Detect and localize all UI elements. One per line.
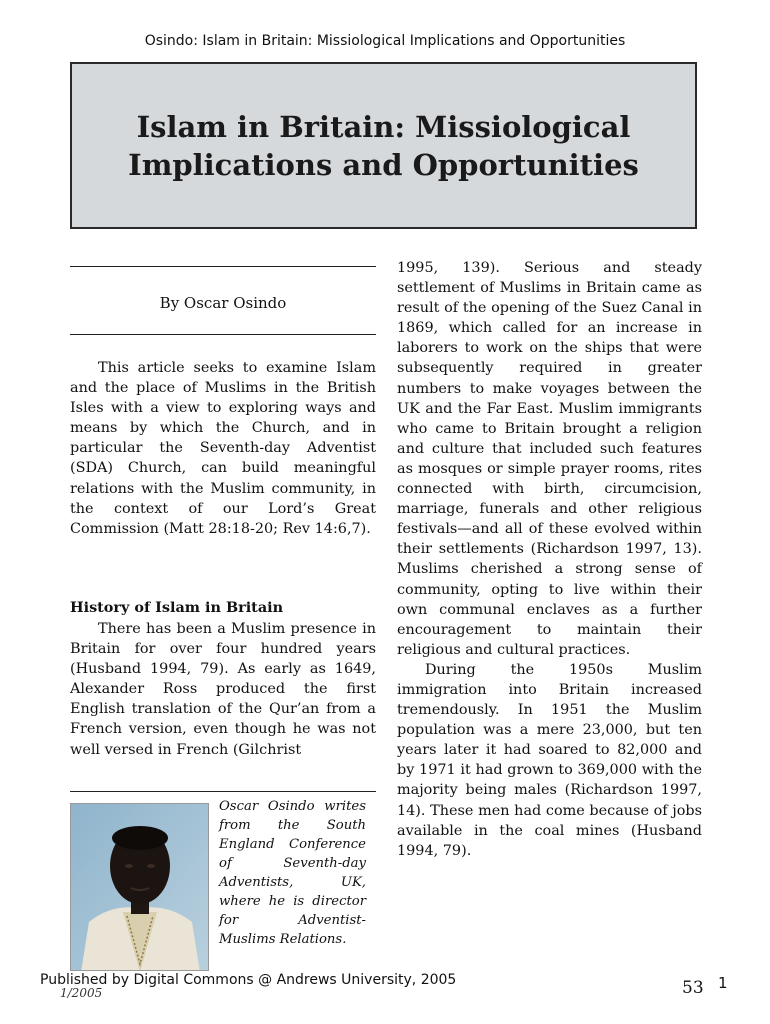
byline-rule — [70, 334, 376, 335]
abstract-paragraph: This article seeks to examine Islam and the place of Muslims in the British Isles with a view to exploring ways and means by which the Church, and in particular the Seventh-day Adventist (SDA) Church, can build meaningful relations with the Muslim community, in the context of our Lord’s Great Commission (Matt 28:18-20; Rev 14:6,7). — [70, 360, 376, 537]
article-title — [128, 108, 639, 184]
pdf-page-number: 1 — [718, 974, 728, 992]
footer-date: 1/2005 — [60, 986, 103, 1000]
author-caption: Oscar Osindo writes from the South England Conference of Seventh-day Adventists, UK, where he is director for Adventist-Muslims Relations. — [219, 799, 366, 947]
abstract — [70, 358, 376, 539]
right-paragraph-2: During the 1950s Muslim immigration into Britain increased tremendously. In 1951 the Muslim population was a mere 23,000, but ten years later it had soared to 82,000 and by 1971 it had grown to 369,000 with the majority being males (Richardson 1997, 14). These men had come because of jobs available in the coal mines (Husband 1994, 79). — [397, 661, 702, 859]
top-rule — [70, 266, 376, 267]
title-box — [70, 62, 697, 229]
author-portrait-image — [71, 804, 209, 971]
left-body — [70, 619, 376, 760]
author-photo — [70, 803, 209, 971]
byline: By Oscar Osindo — [159, 294, 287, 312]
article-title-line-1: Islam in Britain: Missiological — [136, 109, 631, 144]
right-body — [397, 258, 702, 861]
right-paragraph-1: 1995, 139). Serious and steady settlement of Muslims in Britain came as result of the opening of the Suez Canal in 1869, which called for an increase in laborers to work on the ships that were subsequently required in greater numbers to make voyages between the UK and the Far East. Muslim immigrants who came to Britain brought a religion and culture that included such features as mosques or simple prayer rooms, rites connected with birth, circumcision, marriage, funerals and other religious festivals—and all of these evolved within their settlements (Richardson 1997, 13). Muslims cherished a strong sense of community, opting to live within their own communal enclaves as a further encouragement to maintain their religious and cultural practices. — [397, 260, 702, 658]
footer-publisher: Published by Digital Commons @ Andrews University, 2005 — [40, 972, 457, 988]
page-number: 53 — [682, 978, 704, 998]
running-head: Osindo: Islam in Britain: Missiological Implications and Opportunities — [144, 33, 626, 49]
article-title-line-2: Implications and Opportunities — [128, 147, 639, 182]
photo-rule — [70, 791, 376, 792]
left-paragraph: There has been a Muslim presence in Britain for over four hundred years (Husband 1994, 79). As early as 1649, Alexander Ross produced the first English translation of the Qur’an from a French version, even though he was not well versed in French (Gilchrist — [70, 621, 376, 758]
section-heading: History of Islam in Britain — [70, 599, 284, 616]
